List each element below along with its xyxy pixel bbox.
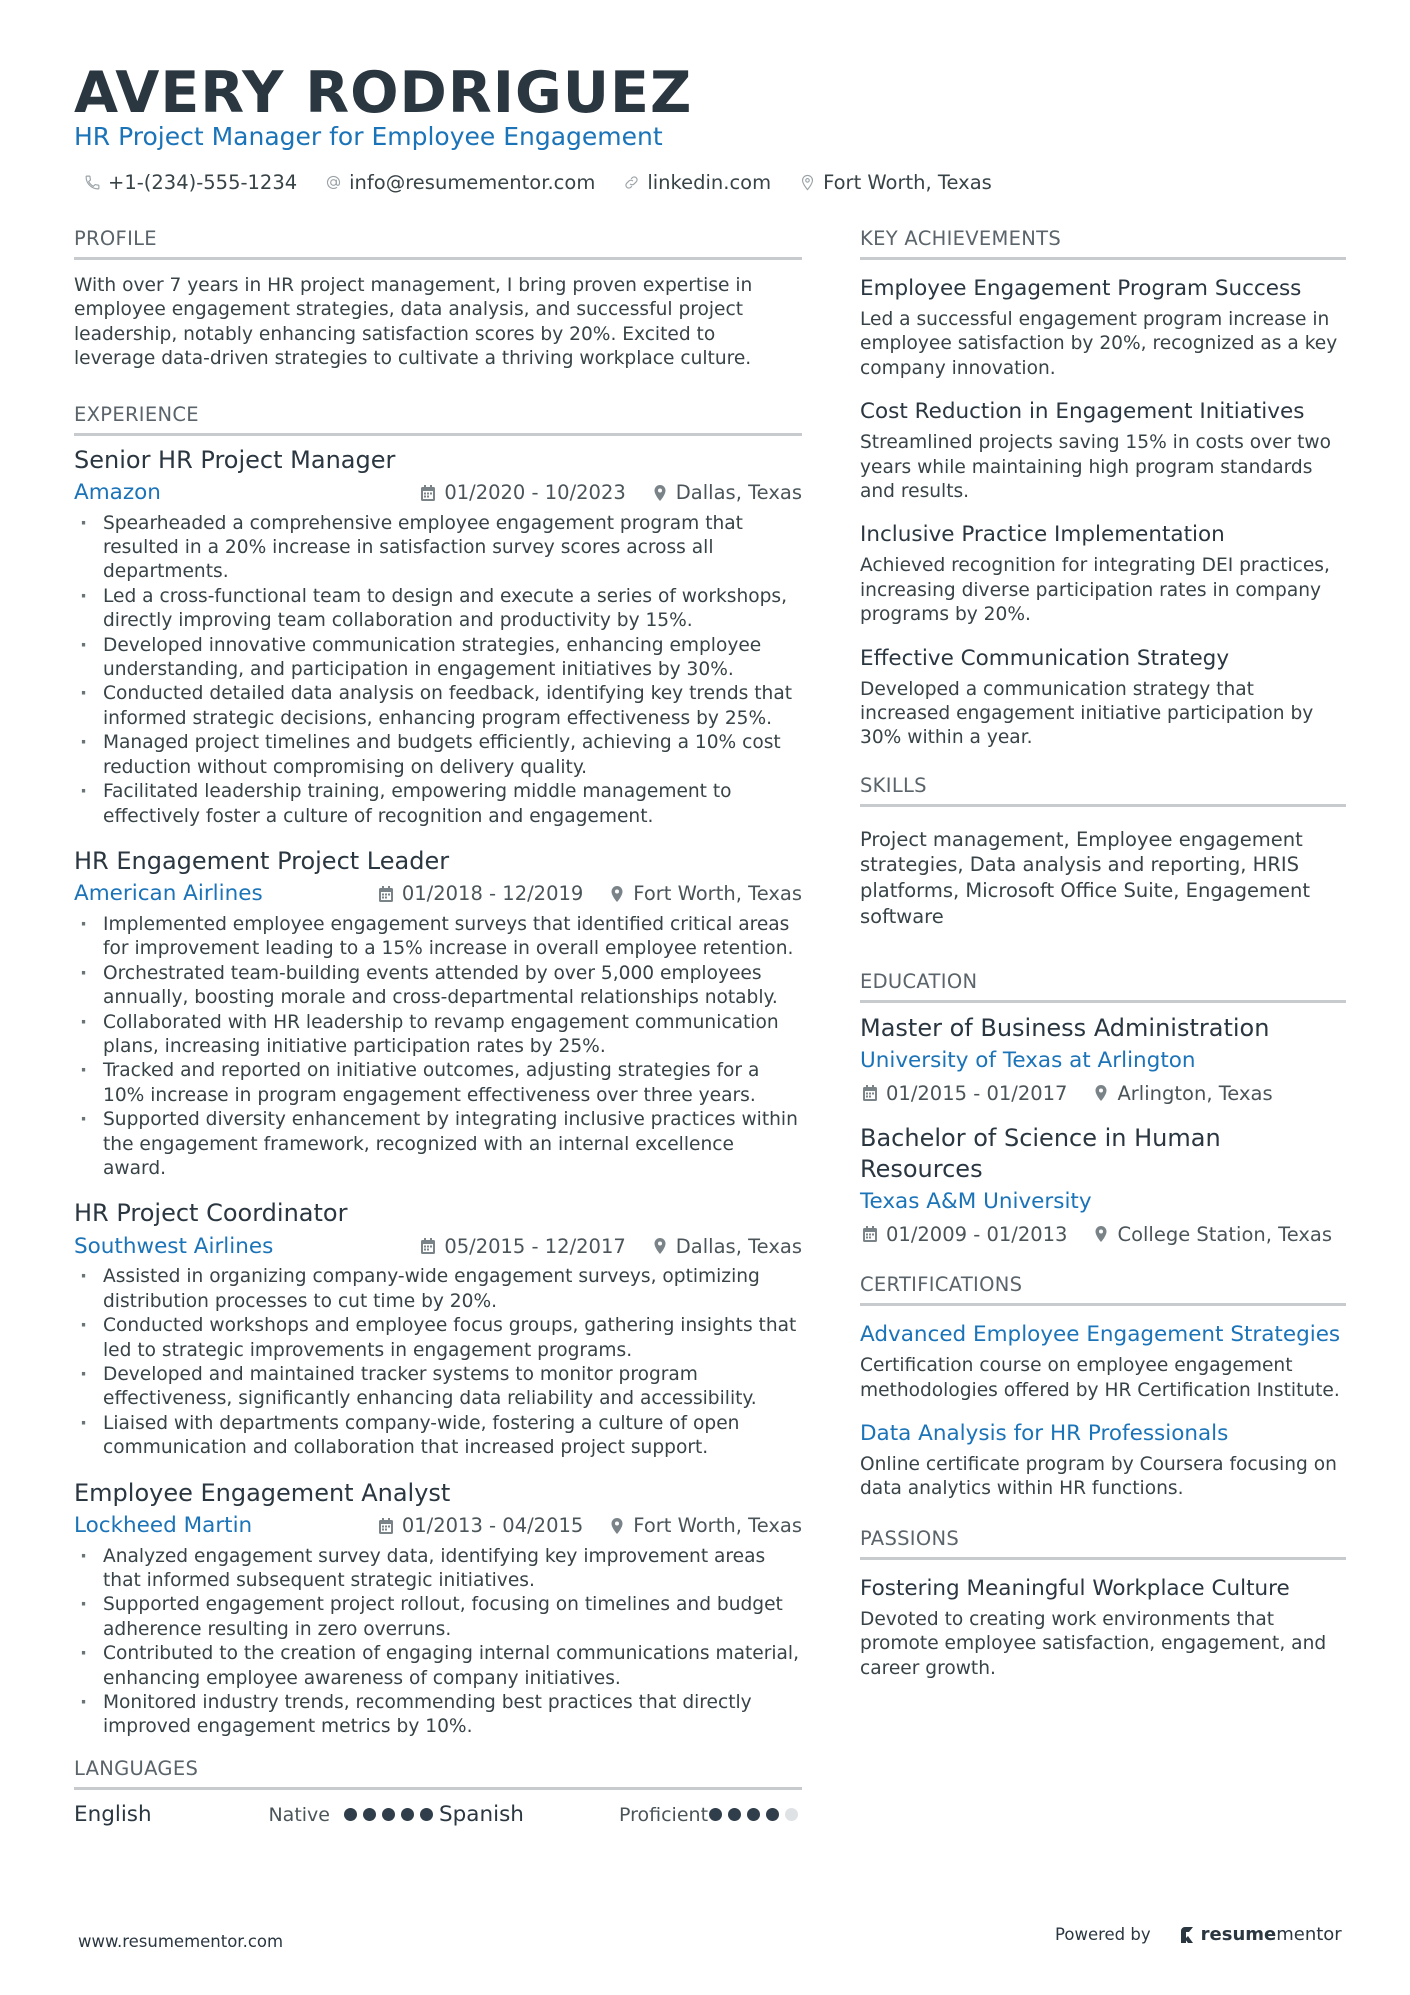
job-location: [607, 882, 802, 905]
rating-dot-filled: [401, 1808, 414, 1821]
job-meta: [74, 1509, 802, 1543]
footer-branding: [1055, 1924, 1342, 1945]
brand-logo-icon: [1179, 1925, 1197, 1945]
job-title: Senior HR Project Manager: [74, 445, 396, 474]
job-location: [650, 1235, 802, 1258]
language-rating: [344, 1808, 439, 1821]
job-dates-text: 01/2018 - 12/2019: [401, 882, 584, 906]
achievement-item: [860, 520, 1346, 627]
job-bullet: · Conducted detailed data analysis on feedback, identifying key trends that informed strategic decisions, enhancing program effectiveness by 25%.: [74, 682, 802, 731]
job-bullet: · Facilitated leadership training, empowering middle management to effectively foster a culture of recognition and engagement.: [74, 780, 802, 829]
rating-dot-filled: [344, 1808, 357, 1821]
education-location: [1091, 1223, 1332, 1246]
job-bullet: · Developed and maintained tracker systems to monitor program effectiveness, significantly enhancing data reliability and accessibility.: [74, 1363, 802, 1412]
calendar-icon: [376, 884, 396, 904]
certifications-list: [860, 1320, 1346, 1502]
rating-dot-filled: [420, 1808, 433, 1821]
job-title: HR Engagement Project Leader: [74, 846, 450, 875]
contact-phone: [82, 171, 297, 194]
achievement-title: Employee Engagement Program Success: [860, 276, 1302, 301]
education-section: [860, 969, 1346, 1250]
job-entry: [74, 444, 802, 829]
job-company: Lockheed Martin: [74, 1513, 253, 1539]
job-bullet: · Contributed to the creation of engaging internal communications material, enhancing employee awareness of company initiatives.: [74, 1642, 802, 1691]
contact-phone-text: +1-(234)-555-1234: [108, 170, 298, 194]
candidate-name: AVERY RODRIGUEZ: [74, 60, 693, 126]
certification-item: [860, 1320, 1346, 1403]
education-school: Texas A&M University: [860, 1189, 1092, 1215]
calendar-icon: [860, 1083, 880, 1103]
job-dates: [376, 882, 583, 905]
education-meta: [860, 1077, 1346, 1109]
profile-section: [74, 226, 802, 372]
job-bullets: [74, 512, 802, 829]
contact-bar: [82, 167, 1018, 197]
job-meta-right: [394, 1235, 802, 1258]
language-rating: [709, 1808, 804, 1821]
job-entry: [74, 1477, 802, 1740]
achievement-title: Cost Reduction in Engagement Initiatives: [860, 399, 1305, 425]
language-name: English: [74, 1802, 152, 1828]
location-pin-icon: [650, 483, 670, 503]
brand-name-light: mentor: [1276, 1924, 1342, 1945]
skills-text: Project management, Employee engagement strategies, Data analysis and reporting, HRIS platforms, Microsoft Office Suite, Engagement software: [860, 827, 1311, 928]
rating-dot-filled: [766, 1808, 779, 1821]
candidate-role: HR Project Manager for Employee Engagement: [74, 122, 663, 151]
achievement-item: [860, 644, 1346, 751]
location-icon: [797, 172, 817, 192]
job-bullet: · Supported engagement project rollout, focusing on timelines and budget adherence resulting in zero overruns.: [74, 1593, 802, 1642]
job-bullet: · Tracked and reported on initiative outcomes, adjusting strategies for a 10% increase in program engagement effectiveness over three years.: [74, 1059, 802, 1108]
passion-item: [860, 1574, 1346, 1681]
powered-by-label: Powered by: [1055, 1925, 1151, 1944]
job-dates: [418, 481, 625, 504]
calendar-icon: [418, 1236, 438, 1256]
skills-section: [860, 773, 1346, 929]
job-meta: [74, 1229, 802, 1263]
phone-icon: [82, 172, 102, 192]
language-name: Spanish: [439, 1802, 524, 1828]
job-meta-right: [394, 481, 802, 504]
passions-heading: PASSIONS: [860, 1526, 1346, 1560]
job-title: Employee Engagement Analyst: [74, 1478, 451, 1507]
job-entry: [74, 845, 802, 1181]
job-list: [74, 444, 802, 1740]
achievement-item: [860, 274, 1346, 381]
job-bullet: · Supported diversity enhancement by integrating inclusive practices within the engagement framework, recognized with an internal excellence award.: [74, 1108, 802, 1181]
job-bullet: · Spearheaded a comprehensive employee engagement program that resulted in a 20% increase in satisfaction survey scores across all departments.: [74, 512, 802, 585]
job-bullet: · Developed innovative communication strategies, enhancing employee understanding, and participation in engagement initiatives by 30%.: [74, 634, 802, 683]
job-meta: [74, 476, 802, 510]
languages-list: [74, 1798, 802, 1832]
job-location-text: Dallas, Texas: [675, 481, 802, 505]
job-bullet: · Conducted workshops and employee focus groups, gathering insights that led to strategic improvements in engagement programs.: [74, 1314, 802, 1363]
contact-linkedin-text[interactable]: linkedin.com: [647, 170, 772, 194]
location-pin-icon: [1091, 1224, 1111, 1244]
job-company: Amazon: [74, 480, 161, 506]
certification-title: Data Analysis for HR Professionals: [860, 1421, 1229, 1447]
passions-list: [860, 1574, 1346, 1681]
job-location-text: Dallas, Texas: [675, 1234, 802, 1258]
job-location-text: Fort Worth, Texas: [633, 1514, 802, 1538]
rating-dot-filled: [363, 1808, 376, 1821]
certifications-section: [860, 1272, 1346, 1502]
language-level: Proficient: [619, 1803, 709, 1826]
rating-dot-filled: [709, 1808, 722, 1821]
job-dates-text: 01/2013 - 04/2015: [401, 1514, 584, 1538]
job-dates-text: 01/2020 - 10/2023: [444, 481, 626, 505]
education-location: [1091, 1082, 1272, 1105]
location-pin-icon: [607, 1516, 627, 1536]
education-meta: [860, 1218, 1346, 1250]
job-dates: [376, 1514, 583, 1537]
education-location-text: College Station, Texas: [1117, 1222, 1333, 1246]
contact-linkedin[interactable]: [621, 171, 771, 194]
job-bullet: · Liaised with departments company-wide, fostering a culture of open communication and collaboration that increased project support.: [74, 1412, 802, 1461]
passion-text: Devoted to creating work environments that promote employee satisfaction, engagement, and career growth.: [860, 1608, 1327, 1679]
education-degree: Bachelor of Science in Human Resources: [860, 1124, 1221, 1184]
location-pin-icon: [650, 1236, 670, 1256]
languages-section: [74, 1756, 802, 1832]
passion-title: Fostering Meaningful Workplace Culture: [860, 1575, 1290, 1601]
job-location: [650, 481, 802, 504]
job-bullets: [74, 1545, 802, 1740]
job-meta-right: [352, 1514, 802, 1537]
certifications-heading: CERTIFICATIONS: [860, 1272, 1346, 1306]
contact-email[interactable]: [323, 171, 595, 194]
contact-email-text[interactable]: info@resumementor.com: [349, 170, 596, 194]
achievement-text: Led a successful engagement program increase in employee satisfaction by 20%, recognized as a key company innovation.: [860, 309, 1338, 379]
education-dates: [860, 1223, 1067, 1246]
location-pin-icon: [607, 884, 627, 904]
profile-heading: PROFILE: [74, 226, 802, 260]
job-bullet: · Collaborated with HR leadership to revamp engagement communication plans, increasing initiative participation rates by 25%.: [74, 1011, 802, 1060]
achievements-section: [860, 226, 1346, 751]
right-column: [860, 226, 1346, 1711]
education-school: University of Texas at Arlington: [860, 1048, 1196, 1074]
job-bullet: · Led a cross-functional team to design and execute a series of workshops, directly improving team collaboration and productivity by 15%.: [74, 585, 802, 634]
job-title: HR Project Coordinator: [74, 1199, 348, 1228]
achievement-text: Developed a communication strategy that increased engagement initiative participation by 30% within a year.: [860, 678, 1314, 749]
passions-section: [860, 1526, 1346, 1681]
education-dates-text: 01/2015 - 01/2017: [886, 1081, 1068, 1105]
footer-website[interactable]: www.resumementor.com: [78, 1932, 284, 1951]
language-item: [439, 1802, 804, 1827]
job-company: Southwest Airlines: [74, 1233, 274, 1259]
calendar-icon: [418, 483, 438, 503]
job-bullets: [74, 1265, 802, 1460]
education-degree: Master of Business Administration: [860, 1014, 1270, 1043]
language-level: Native: [268, 1803, 330, 1826]
contact-location-text: Fort Worth, Texas: [823, 170, 992, 194]
rating-dot-filled: [747, 1808, 760, 1821]
job-bullet: · Monitored industry trends, recommending best practices that directly improved engagement metrics by 10%.: [74, 1691, 802, 1740]
job-meta-right: [352, 882, 802, 905]
education-item: [860, 1123, 1346, 1250]
at-icon: [323, 172, 343, 192]
certification-text: Online certificate program by Coursera focusing on data analytics within HR functions.: [860, 1454, 1337, 1500]
job-location: [607, 1514, 802, 1537]
achievement-text: Achieved recognition for integrating DEI practices, increasing diverse participation rates in company programs by 20%.: [860, 555, 1330, 626]
education-list: [860, 1013, 1346, 1250]
achievements-list: [860, 274, 1346, 751]
language-item: [74, 1802, 439, 1827]
achievements-heading: KEY ACHIEVEMENTS: [860, 226, 1346, 260]
location-pin-icon: [1091, 1083, 1111, 1103]
education-heading: EDUCATION: [860, 969, 1346, 1003]
job-bullet: · Orchestrated team-building events attended by over 5,000 employees annually, boosting morale and cross-departmental relationships notably.: [74, 962, 802, 1011]
job-bullet: · Implemented employee engagement surveys that identified critical areas for improvement leading to a 15% increase in overall employee retention.: [74, 913, 802, 962]
brand-name-bold: resume: [1200, 1924, 1277, 1945]
job-bullet: · Analyzed engagement survey data, identifying key improvement areas that informed subsequent strategic initiatives.: [74, 1545, 802, 1594]
experience-heading: EXPERIENCE: [74, 402, 802, 436]
job-bullet: · Assisted in organizing company-wide engagement surveys, optimizing distribution processes to cut time by 20%.: [74, 1265, 802, 1314]
achievement-title: Inclusive Practice Implementation: [860, 522, 1225, 548]
achievement-item: [860, 397, 1346, 504]
skills-heading: SKILLS: [860, 773, 1346, 807]
education-location-text: Arlington, Texas: [1117, 1081, 1273, 1105]
job-dates: [418, 1235, 625, 1258]
job-location-text: Fort Worth, Texas: [633, 882, 802, 906]
certification-text: Certification course on employee engagement methodologies offered by HR Certification Institute.: [860, 1355, 1340, 1401]
calendar-icon: [376, 1516, 396, 1536]
certification-title: Advanced Employee Engagement Strategies: [860, 1322, 1341, 1348]
calendar-icon: [860, 1224, 880, 1244]
achievement-text: Streamlined projects saving 15% in costs over two years while maintaining high program standards and results.: [860, 432, 1331, 503]
job-meta: [74, 877, 802, 911]
job-bullets: [74, 913, 802, 1181]
rating-dot-filled: [382, 1808, 395, 1821]
rating-dot-filled: [728, 1808, 741, 1821]
education-dates: [860, 1082, 1067, 1105]
left-column: [74, 226, 802, 1862]
experience-section: [74, 402, 802, 1740]
job-entry: [74, 1197, 802, 1460]
languages-heading: LANGUAGES: [74, 1756, 802, 1790]
achievement-title: Effective Communication Strategy: [860, 645, 1230, 671]
job-bullet: · Managed project timelines and budgets efficiently, achieving a 10% cost reduction without compromising on delivery quality.: [74, 731, 802, 780]
certification-item: [860, 1419, 1346, 1502]
profile-text: With over 7 years in HR project management, I bring proven expertise in employee engagement strategies, data analysis, and successful project leadership, notably enhancing satisfaction scores by 20%. Excited to leverage data-driven strategies to cultivate a thriving workplace culture.: [74, 275, 753, 370]
link-icon: [621, 172, 641, 192]
job-dates-text: 05/2015 - 12/2017: [444, 1234, 626, 1258]
job-company: American Airlines: [74, 881, 263, 907]
brand-logo[interactable]: [1179, 1924, 1342, 1945]
education-dates-text: 01/2009 - 01/2013: [886, 1222, 1068, 1246]
education-item: [860, 1013, 1346, 1109]
contact-location: [797, 171, 992, 194]
rating-dot-empty: [785, 1808, 798, 1821]
